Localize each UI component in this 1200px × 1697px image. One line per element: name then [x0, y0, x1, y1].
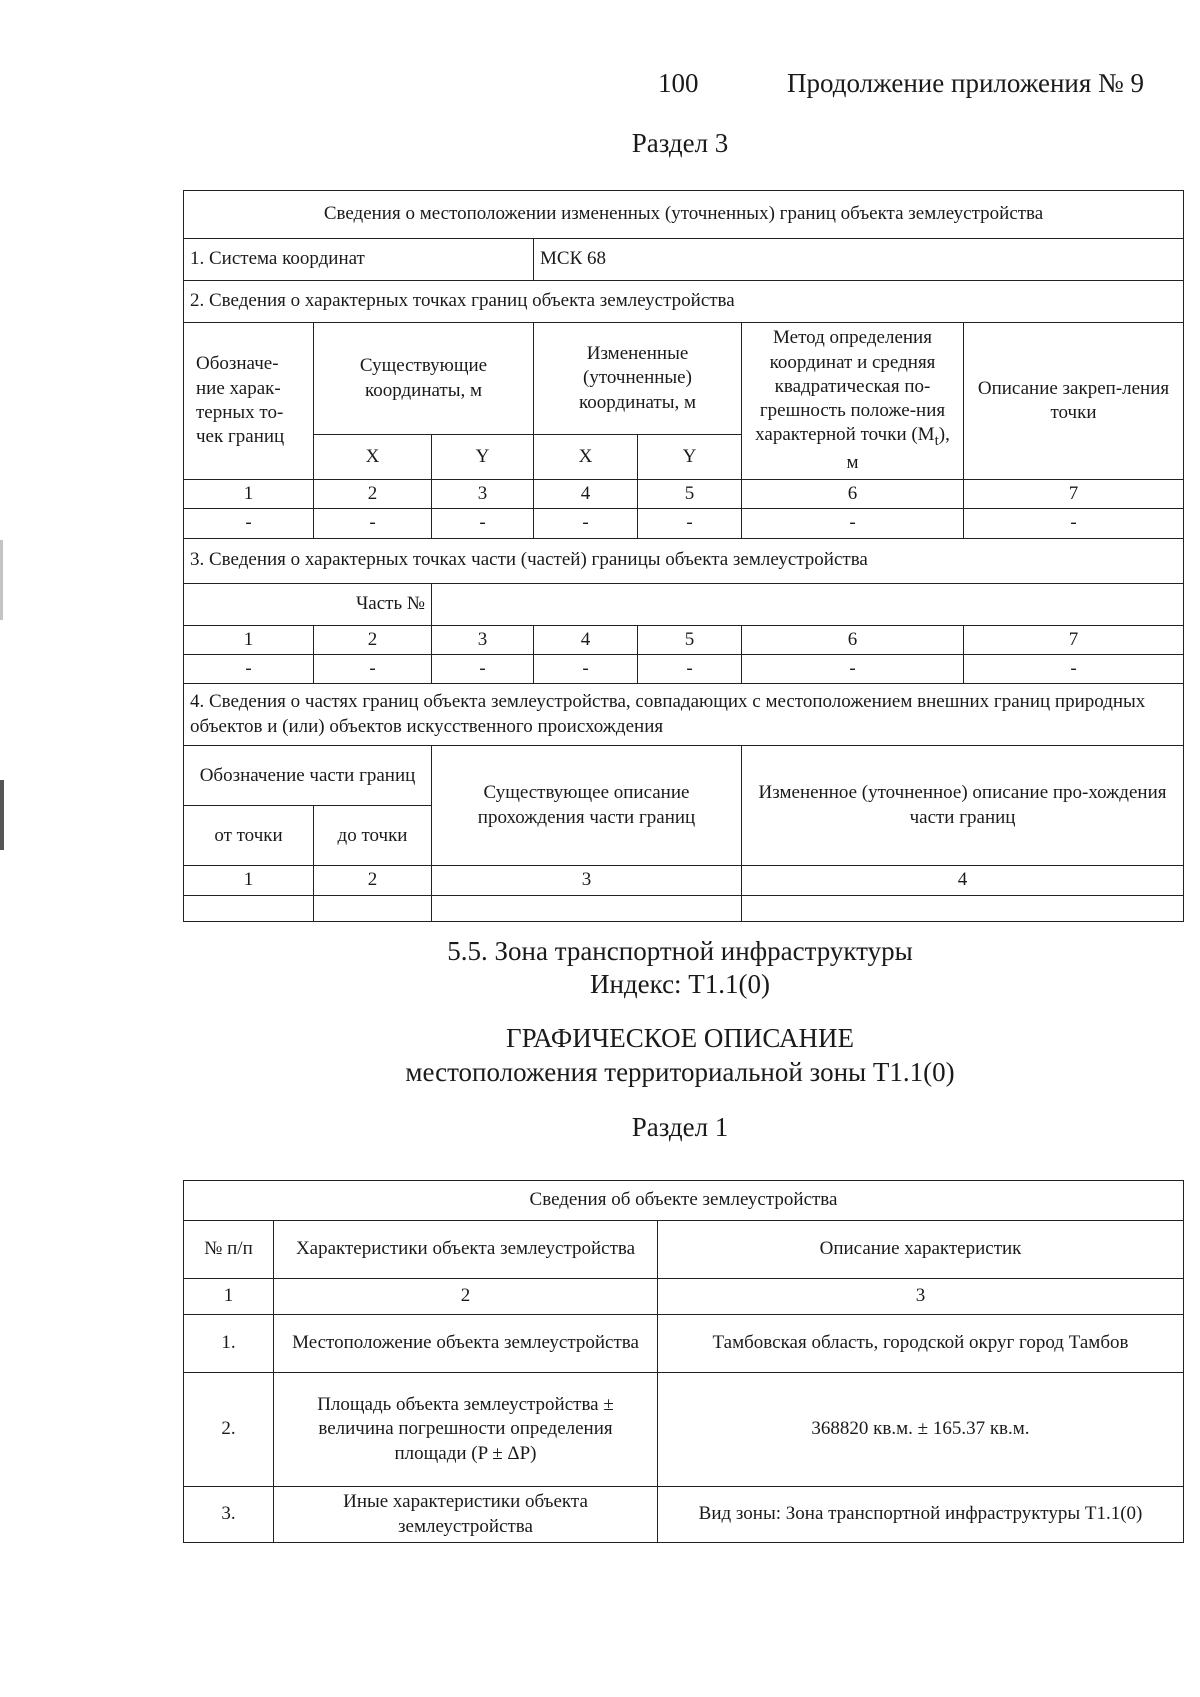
col-number: 3 [432, 866, 742, 895]
points-section-title: 2. Сведения о характерных точках границ объекта землеустройства [184, 281, 1184, 323]
column-number-row [184, 866, 1184, 895]
col-no-header: № п/п [184, 1221, 274, 1279]
col-number: 3 [658, 1279, 1184, 1315]
changed-x-header: X [534, 435, 638, 480]
col-number: 4 [742, 866, 1184, 895]
col-number: 7 [964, 625, 1184, 654]
existing-x-header: X [314, 435, 432, 480]
scan-edge-mark [0, 540, 3, 620]
dash-cell: - [184, 509, 314, 538]
col-designation-header: Обозначе-ние харак-терных то-чек границ [184, 323, 314, 480]
col-existing-header: Существующие координаты, м [314, 323, 534, 435]
row-value: Тамбовская область, городской округ город Тамбов [658, 1315, 1184, 1373]
row-characteristic: Площадь объекта землеустройства ± величина погрешности определения площади (P ± ΔP) [274, 1373, 658, 1487]
part-designation-header: Обозначение части границ [184, 746, 432, 806]
to-point-header: до точки [314, 806, 432, 866]
table-row [184, 1315, 1184, 1373]
col-number: 2 [274, 1279, 658, 1315]
col-number: 6 [742, 625, 964, 654]
from-point-header: от точки [184, 806, 314, 866]
zone-index: Индекс: Т1.1(0) [589, 969, 771, 999]
scan-edge-mark [0, 780, 4, 850]
column-number-row [184, 625, 1184, 654]
table-row [184, 895, 1184, 921]
dash-cell: - [964, 509, 1184, 538]
dash-cell: - [534, 509, 638, 538]
part-no-label: Часть № [184, 583, 432, 625]
graphic-subtitle: местоположения территориальной зоны Т1.1(0) [405, 1057, 955, 1087]
row-number: 3. [184, 1487, 274, 1543]
col-method-subscript: t [934, 433, 939, 450]
coord-system-value: МСК 68 [534, 239, 1184, 281]
col-number: 4 [534, 625, 638, 654]
col-number: 3 [432, 625, 534, 654]
col-number: 6 [742, 480, 964, 509]
empty-cell [184, 895, 314, 921]
dash-cell: - [964, 654, 1184, 683]
col-method-header [742, 323, 964, 480]
dash-cell: - [638, 509, 742, 538]
col-number: 1 [184, 1279, 274, 1315]
table-row [184, 1373, 1184, 1487]
col-number: 2 [314, 625, 432, 654]
col-method-end: ), м [846, 424, 950, 474]
row-value: 368820 кв.м. ± 165.37 кв.м. [658, 1373, 1184, 1487]
col-number: 1 [184, 625, 314, 654]
col-number: 5 [638, 625, 742, 654]
empty-cell [314, 895, 432, 921]
part-no-value [432, 583, 1184, 625]
column-number-row [184, 480, 1184, 509]
boundaries-table [183, 190, 1184, 922]
dash-cell: - [742, 509, 964, 538]
page-number: 100 [658, 68, 699, 98]
col-number: 7 [964, 480, 1184, 509]
row-characteristic: Иные характеристики объекта землеустройства [274, 1487, 658, 1543]
col-number: 4 [534, 480, 638, 509]
zone-title: 5.5. Зона транспортной инфраструктуры [447, 936, 913, 966]
column-number-row [184, 1279, 1184, 1315]
empty-cell [432, 895, 742, 921]
table-row [184, 509, 1184, 538]
empty-cell [742, 895, 1184, 921]
coord-system-label: 1. Система координат [184, 239, 534, 281]
table-title: Сведения о местоположении измененных (уточненных) границ объекта землеустройства [184, 191, 1184, 239]
land-object-table [183, 1180, 1184, 1543]
col-description-header: Описание характеристик [658, 1221, 1184, 1279]
row-number: 2. [184, 1373, 274, 1487]
col-number: 1 [184, 480, 314, 509]
row-characteristic: Местоположение объекта землеустройства [274, 1315, 658, 1373]
changed-description-header: Измененное (уточненное) описание про-хождения части границ [742, 746, 1184, 866]
col-characteristics-header: Характеристики объекта землеустройства [274, 1221, 658, 1279]
row-number: 1. [184, 1315, 274, 1373]
col-number: 3 [432, 480, 534, 509]
col-number: 5 [638, 480, 742, 509]
row-value: Вид зоны: Зона транспортной инфраструктуры Т1.1(0) [658, 1487, 1184, 1543]
dash-cell: - [534, 654, 638, 683]
dash-cell: - [432, 509, 534, 538]
existing-y-header: Y [432, 435, 534, 480]
section-heading: Раздел 3 [631, 128, 729, 158]
dash-cell: - [638, 654, 742, 683]
table-row [184, 654, 1184, 683]
graphic-title: ГРАФИЧЕСКОЕ ОПИСАНИЕ [505, 1023, 855, 1053]
borders-section-title: 4. Сведения о частях границ объекта землеустройства, совпадающих с местоположением внешних границ природных объектов и (или) объектов искусственного происхождения [184, 684, 1184, 746]
col-description-header: Описание закреп-ления точки [964, 323, 1184, 480]
changed-y-header: Y [638, 435, 742, 480]
dash-cell: - [314, 654, 432, 683]
existing-description-header: Существующее описание прохождения части границ [432, 746, 742, 866]
dash-cell: - [432, 654, 534, 683]
col-number: 2 [314, 866, 432, 895]
dash-cell: - [184, 654, 314, 683]
col-number: 2 [314, 480, 432, 509]
table-title: Сведения об объекте землеустройства [184, 1181, 1184, 1221]
dash-cell: - [314, 509, 432, 538]
col-number: 1 [184, 866, 314, 895]
col-method-text: Метод определения координат и средняя квадратическая по-грешность положе-ния характерной точки (M [755, 327, 946, 446]
table-row [184, 1487, 1184, 1543]
parts-section-title: 3. Сведения о характерных точках части (частей) границы объекта землеустройства [184, 538, 1184, 583]
page-header-title: Продолжение приложения № 9 [787, 68, 1145, 98]
dash-cell: - [742, 654, 964, 683]
section-heading-1: Раздел 1 [631, 1112, 729, 1142]
col-changed-header: Измененные (уточненные) координаты, м [534, 323, 742, 435]
